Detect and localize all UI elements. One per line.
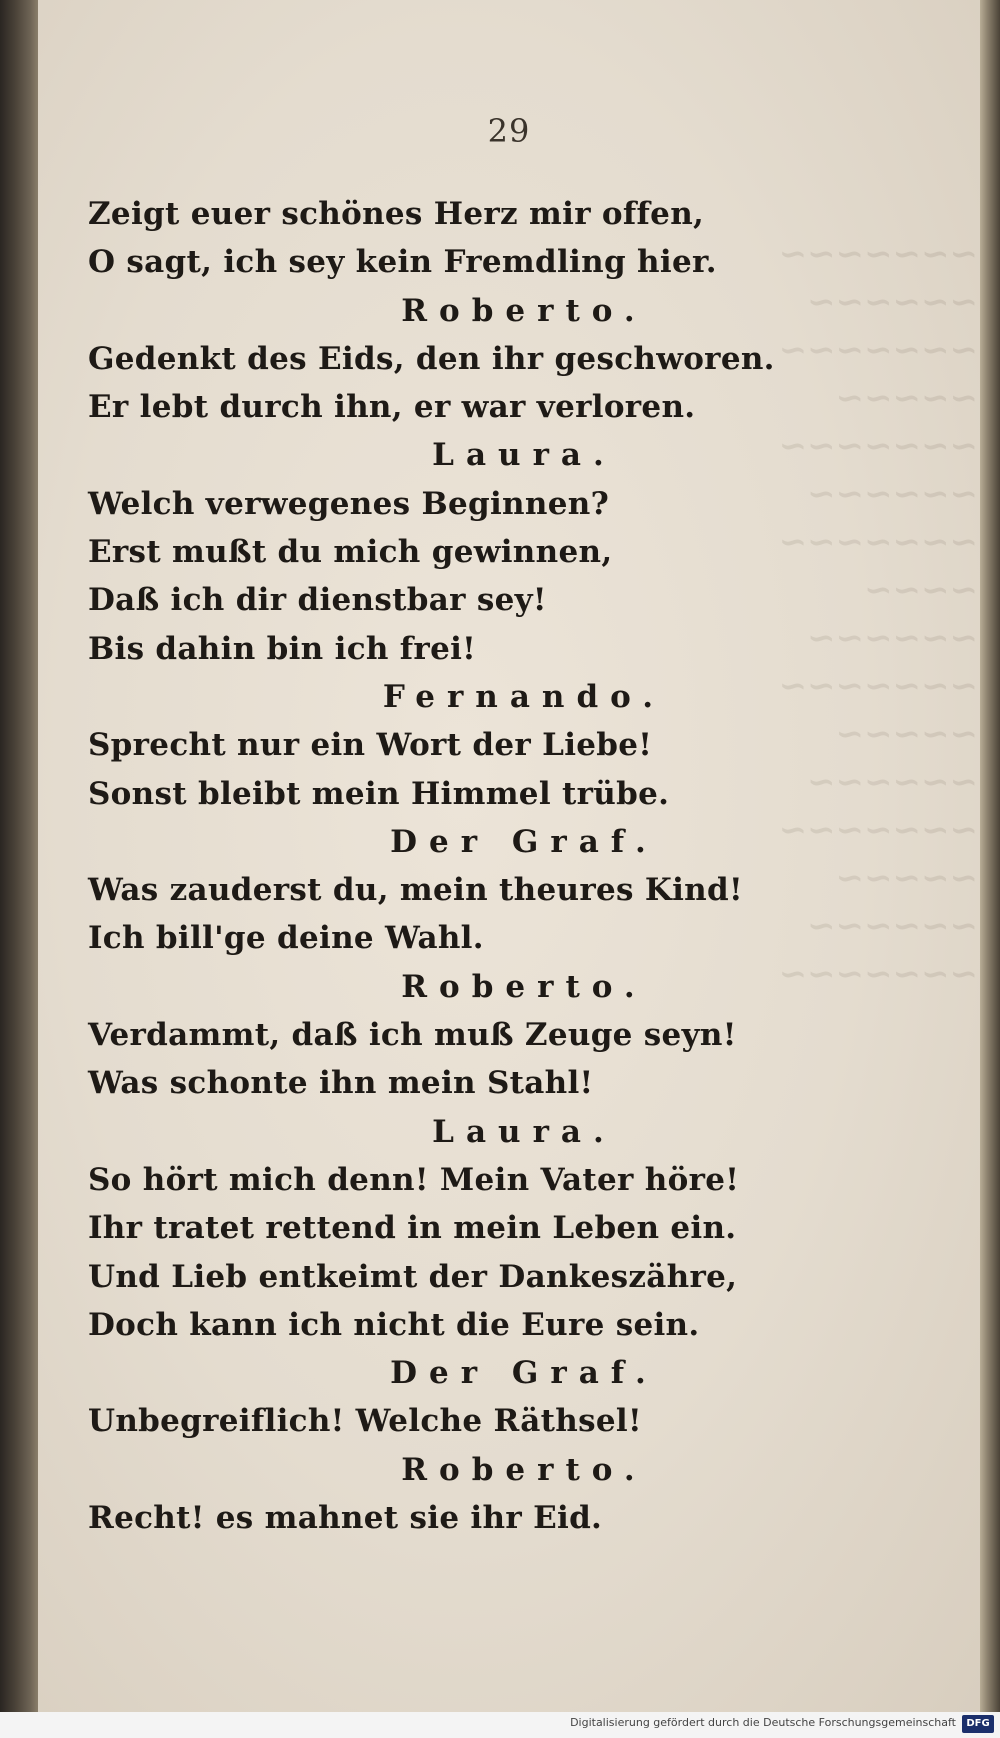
speaker-name: Fernando. — [382, 678, 666, 715]
speaker-name: Der Graf. — [390, 823, 658, 860]
speaker-name: Der Graf. — [390, 1355, 658, 1392]
dfg-logo: DFG — [962, 1715, 994, 1733]
verse-line: Unbegreiflich! Welche Räthsel! — [88, 1403, 642, 1440]
verse-line: Bis dahin bin ich frei! — [88, 630, 477, 667]
verse-line: Recht! es mahnet sie ihr Eid. — [88, 1500, 603, 1537]
speaker-name: Laura. — [432, 437, 616, 474]
verse-line: Er lebt durch ihn, er war verloren. — [88, 389, 696, 426]
verse-line: Verdammt, daß ich muß Zeuge seyn! — [88, 1017, 737, 1054]
verse-line: Was schonte ihn mein Stahl! — [88, 1065, 594, 1102]
verse-line: Ich bill'ge deine Wahl. — [88, 920, 484, 957]
verse-line: Doch kann ich nicht die Eure sein. — [88, 1306, 700, 1343]
verse-line: Zeigt euer schönes Herz mir offen, — [88, 196, 705, 232]
speaker-name: Roberto. — [401, 1451, 647, 1488]
verse-line: Welch verwegenes Beginnen? — [88, 485, 610, 522]
verse-line: Ihr tratet rettend in mein Leben ein. — [88, 1210, 737, 1247]
speaker-name: Roberto. — [401, 292, 647, 329]
verse-line: Gedenkt des Eids, den ihr geschworen. — [88, 340, 775, 377]
verse-line: Sprecht nur ein Wort der Liebe! — [88, 727, 653, 764]
verse-line: So hört mich denn! Mein Vater höre! — [88, 1161, 740, 1198]
verse-line: Sonst bleibt mein Himmel trübe. — [88, 775, 670, 812]
verse-text — [88, 190, 948, 1542]
verse-line: Was zauderst du, mein theures Kind! — [88, 872, 743, 909]
page-number: 29 — [487, 112, 531, 150]
verse-line: Erst mußt du mich gewinnen, — [88, 534, 613, 571]
book-spine — [0, 0, 38, 1738]
verse-line: Daß ich dir dienstbar sey! — [88, 582, 547, 619]
book-page — [38, 0, 980, 1712]
speaker-name: Laura. — [432, 1113, 616, 1150]
show-through-text: ~~~~~~~ ~~~~~~ ~~~~~~~ ~~~~~ ~~~~~~~ ~~~~~~ ~~~~~~~ ~~~~ ~~~~~~ ~~~~~~~ ~~~~~ ~~~~~~ ~~~~~~~ ~~~~~ ~~~~~~ ~~~~~~~ — [778, 234, 978, 994]
page-edge — [980, 0, 1000, 1712]
speaker-name: Roberto. — [401, 968, 647, 1005]
verse-line: O sagt, ich sey kein Fremdling hier. — [88, 244, 717, 281]
verse-line: Und Lieb entkeimt der Dankeszähre, — [88, 1258, 738, 1295]
digitization-credit: Digitalisierung gefördert durch die Deutsche Forschungsgemeinschaft — [570, 1716, 956, 1729]
